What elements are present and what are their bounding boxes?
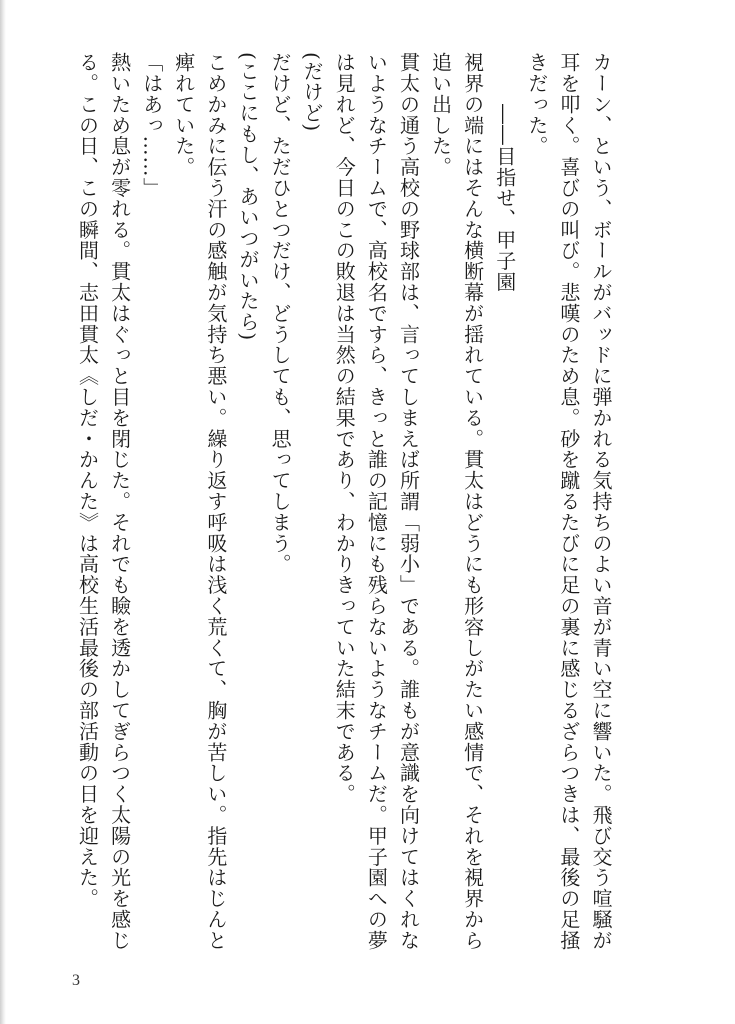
paragraph-6: だけど、ただひとつだけ、どうしても、思ってしまう。	[268, 52, 293, 575]
paragraph-9: 「はあっ……」	[139, 52, 164, 199]
page-number: 3	[72, 972, 80, 989]
paragraph-1: カーン、という、ボールがバッドに弾かれる気持ちのよい音が青い空に響いた。飛び交う喧騒が耳を叩く。喜びの叫び。悲嘆のため息。砂を蹴るたびに足の裏に感じるざらつきは、最後の足掻きだった。	[524, 52, 613, 951]
paragraph-8: こめかみに伝う汗の感触が気持ち悪い。繰り返す呼吸は浅く荒くて、胸が苦しい。指先はじんと痺れていた。	[171, 52, 228, 951]
paragraph-3: 視界の端にはそんな横断幕が揺れている。貫太はどうにも形容しがたい感情で、それを視界から追い出した。	[428, 52, 485, 951]
paragraph-10: 熱いため息が零れる。貫太はぐっと目を閉じた。それでも瞼を透かしてぎらつく太陽の光を感じる。この日、この瞬間、志田貫太《しだ・かんた》は高校生活最後の部活動の日を迎えた。	[75, 52, 132, 951]
vertical-text-body	[75, 52, 617, 962]
paragraph-2: ――目指せ、甲子園	[492, 104, 517, 293]
paragraph-5: (だけど)	[300, 52, 325, 133]
page-edge-shadow	[0, 0, 6, 1024]
paragraph-7: (ここにもし、あいつがいたら)	[235, 52, 260, 342]
paragraph-4: 貫太の通う高校の野球部は、言ってしまえば所謂「弱小」である。誰もが意識を向けてはくれないようなチームで、高校名ですら、きっと誰の記憶にも残らないようなチームだ。甲子園への夢は見れど、今日のこの敗退は当然の結果であり、わかりきっていた結末である。	[332, 52, 421, 951]
